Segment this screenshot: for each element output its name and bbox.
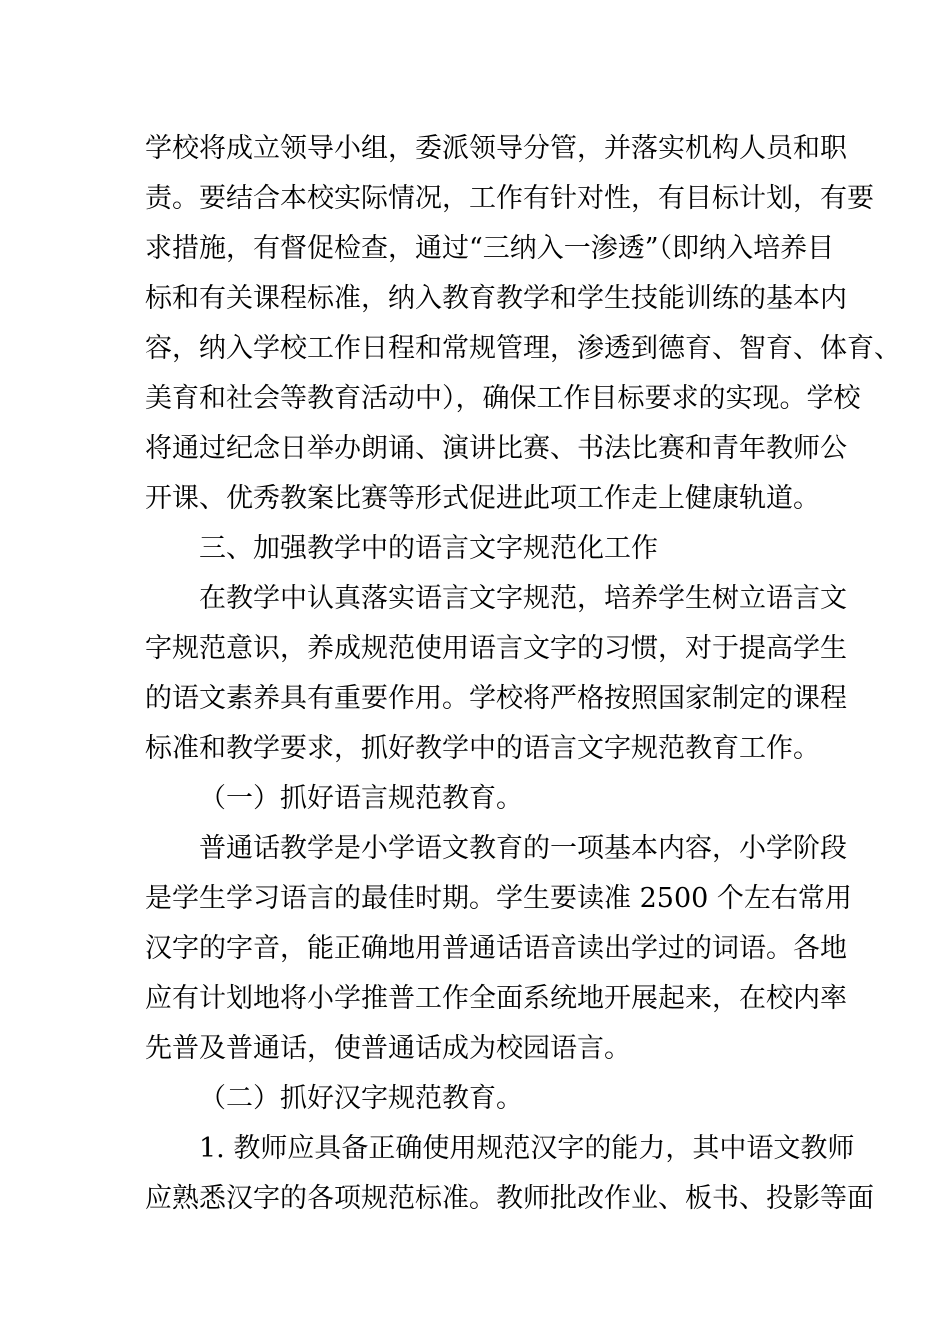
paragraph-3-line-3: 汉字的字音，能正确地用普通话语音读出学过的词语。各地 — [145, 933, 847, 964]
paragraph-4-line-1: 1. 教师应具备正确使用规范汉字的能力，其中语文教师 — [199, 1133, 855, 1164]
paragraph-2-line-3: 的语文素养具有重要作用。学校将严格按照国家制定的课程 — [145, 683, 847, 714]
paragraph-1-line-5: 容，纳入学校工作日程和常规管理，渗透到德育、智育、体育、 — [145, 333, 901, 364]
subheading-characters: （二）抓好汉字规范教育。 — [199, 1083, 523, 1114]
subheading-language: （一）抓好语言规范教育。 — [199, 783, 523, 814]
paragraph-3-line-1: 普通话教学是小学语文教育的一项基本内容，小学阶段 — [199, 833, 847, 864]
section-heading: 三、加强教学中的语言文字规范化工作 — [199, 533, 658, 564]
paragraph-3-line-5: 先普及普通话，使普通话成为校园语言。 — [145, 1033, 631, 1064]
paragraph-1-line-6: 美育和社会等教育活动中），确保工作目标要求的实现。学校 — [145, 383, 861, 414]
paragraph-2-line-2: 字规范意识，养成规范使用语言文字的习惯，对于提高学生 — [145, 633, 847, 664]
paragraph-1-line-7: 将通过纪念日举办朗诵、演讲比赛、书法比赛和青年教师公 — [145, 433, 847, 464]
paragraph-2-line-4: 标准和教学要求，抓好教学中的语言文字规范教育工作。 — [145, 733, 820, 764]
paragraph-1-line-8: 开课、优秀教案比赛等形式促进此项工作走上健康轨道。 — [145, 483, 820, 514]
paragraph-1-line-1: 学校将成立领导小组，委派领导分管，并落实机构人员和职 — [145, 133, 847, 164]
paragraph-2-line-1: 在教学中认真落实语言文字规范，培养学生树立语言文 — [199, 583, 847, 614]
paragraph-4-line-2: 应熟悉汉字的各项规范标准。教师批改作业、板书、投影等面 — [145, 1183, 874, 1214]
paragraph-3-line-4: 应有计划地将小学推普工作全面系统地开展起来，在校内率 — [145, 983, 847, 1014]
paragraph-3-line-2: 是学生学习语言的最佳时期。学生要读准 2500 个左右常用 — [145, 883, 852, 914]
paragraph-1-line-4: 标和有关课程标准，纳入教育教学和学生技能训练的基本内 — [145, 283, 847, 314]
paragraph-1-line-3: 求措施，有督促检查，通过“三纳入一渗透”（即纳入培养目 — [145, 233, 835, 264]
paragraph-1-line-2: 责。要结合本校实际情况，工作有针对性，有目标计划，有要 — [145, 183, 874, 214]
